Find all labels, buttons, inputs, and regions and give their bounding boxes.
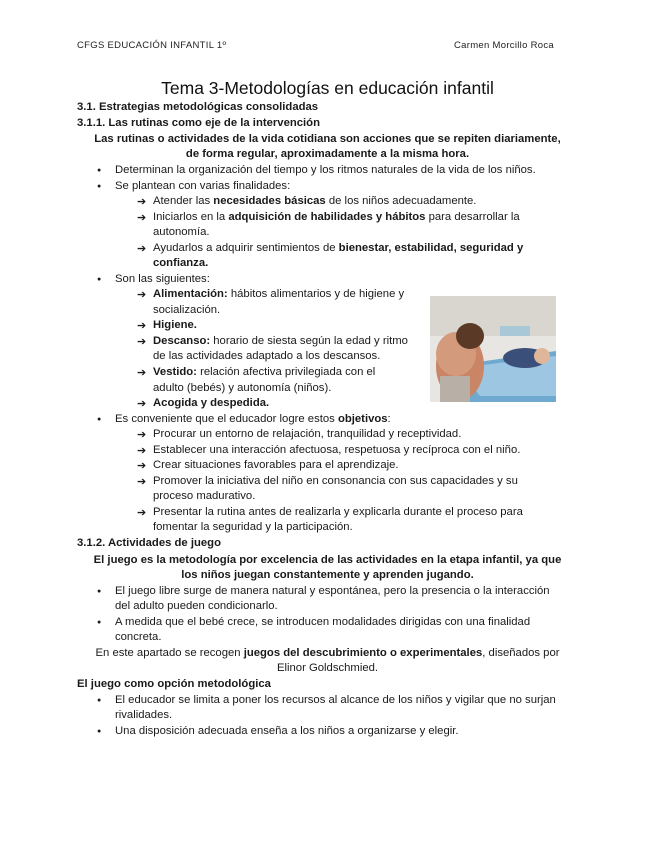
- game-definition-line-2: los niños juegan constantemente y aprenden jugando.: [181, 569, 474, 581]
- routine-item-welcome: Acogida y despedida.: [153, 397, 270, 409]
- arrow-icon: ➔: [137, 320, 147, 332]
- objective-item: Presentar la rutina antes de realizarla y explicarla durante el proceso para: [153, 506, 523, 518]
- header-right: Carmen Morcillo Roca: [454, 40, 554, 51]
- header-left: CFGS EDUCACIÓN INFANTIL 1º: [77, 40, 227, 51]
- routine-item-cont: adulto (bebés) y autonomía (niños).: [153, 382, 332, 394]
- bullet-purposes: ● Se plantean con varias finalidades:: [115, 179, 290, 195]
- game-option-heading: El juego como opción metodológica: [77, 678, 271, 690]
- routine-item-rest: Descanso: horario de siesta según la edad y ritmo: [153, 335, 408, 347]
- purpose-item-cont: autonomía.: [153, 226, 210, 238]
- routine-item-dressing: Vestido: relación afectiva privilegiada con el: [153, 366, 376, 378]
- discovery-games-line-2: Elinor Goldschmied.: [276, 662, 379, 674]
- arrow-icon: ➔: [137, 336, 147, 348]
- photo-educator-with-baby: [430, 296, 556, 402]
- section-3-1-2-heading: 3.1.2. Actividades de juego: [77, 537, 221, 549]
- bullet-educator-role: ● El educador se limita a poner los recursos al alcance de los niños y vigilar que no surjan: [115, 693, 556, 709]
- routine-definition-line-2: de forma regular, aproximadamente a la misma hora.: [185, 148, 470, 160]
- bullet-objectives: ● Es conveniente que el educador logre estos objetivos:: [115, 412, 391, 428]
- purpose-item: Iniciarlos en la adquisición de habilidades y hábitos para desarrollar la: [153, 211, 520, 223]
- routine-item-cont: de las actividades adaptado a los descansos.: [153, 350, 381, 362]
- arrow-icon: ➔: [137, 429, 147, 441]
- game-definition-line-1: El juego es la metodología por excelencia de las actividades en la etapa infantil, ya que: [93, 554, 562, 566]
- arrow-icon: ➔: [137, 196, 147, 208]
- purpose-item: Ayudarlos a adquirir sentimientos de bienestar, estabilidad, seguridad y: [153, 242, 524, 254]
- bullet-educator-role-cont: rivalidades.: [115, 709, 173, 721]
- bullet-free-play-cont: del adulto pueden condicionarlo.: [115, 600, 278, 612]
- section-3-1-heading: 3.1. Estrategias metodológicas consolidadas: [77, 101, 319, 113]
- section-3-1-1-heading: 3.1.1. Las rutinas como eje de la intervención: [77, 117, 320, 129]
- page-title: Tema 3-Metodologías en educación infantil: [161, 78, 494, 98]
- objective-item-cont: proceso madurativo.: [153, 490, 256, 502]
- bullet-directed-play-cont: concreta.: [115, 631, 162, 643]
- bullet-free-play: ● El juego libre surge de manera natural y espontánea, pero la presencia o la interacción: [115, 584, 550, 600]
- bullet-organization: ● Determinan la organización del tiempo y los ritmos naturales de la vida de los niños.: [115, 163, 536, 179]
- routine-item-hygiene: Higiene.: [153, 319, 197, 331]
- arrow-icon: ➔: [137, 212, 147, 224]
- routine-item-cont: socialización.: [153, 304, 221, 316]
- arrow-icon: ➔: [137, 243, 147, 255]
- bullet-arrangement: ● Una disposición adecuada enseña a los niños a organizarse y elegir.: [115, 724, 459, 740]
- arrow-icon: ➔: [137, 460, 147, 472]
- bullet-directed-play: ● A medida que el bebé crece, se introducen modalidades dirigidas con una finalidad: [115, 615, 530, 631]
- arrow-icon: ➔: [137, 476, 147, 488]
- objective-item: Procurar un entorno de relajación, tranquilidad y receptividad.: [153, 428, 462, 440]
- arrow-icon: ➔: [137, 445, 147, 457]
- routine-item-food: Alimentación: hábitos alimentarios y de higiene y: [153, 288, 405, 300]
- arrow-icon: ➔: [137, 507, 147, 519]
- arrow-icon: ➔: [137, 398, 147, 410]
- arrow-icon: ➔: [137, 289, 147, 301]
- routine-definition-line-1: Las rutinas o actividades de la vida cotidiana son acciones que se repiten diariamente,: [94, 133, 561, 145]
- objective-item-cont: fomentar la seguridad y la participación.: [153, 521, 353, 533]
- objective-item: Establecer una interacción afectuosa, respetuosa y recíproca con el niño.: [153, 444, 521, 456]
- arrow-icon: ➔: [137, 367, 147, 379]
- purpose-item-cont: confianza.: [153, 257, 209, 269]
- bullet-routines-list: ● Son las siguientes:: [115, 272, 210, 288]
- purpose-item: Atender las necesidades básicas de los niños adecuadamente.: [153, 195, 477, 207]
- discovery-games-line-1: En este apartado se recogen juegos del descubrimiento o experimentales, diseñados por: [95, 647, 560, 659]
- objective-item: Promover la iniciativa del niño en consonancia con sus capacidades y su: [153, 475, 518, 487]
- objective-item: Crear situaciones favorables para el aprendizaje.: [153, 459, 399, 471]
